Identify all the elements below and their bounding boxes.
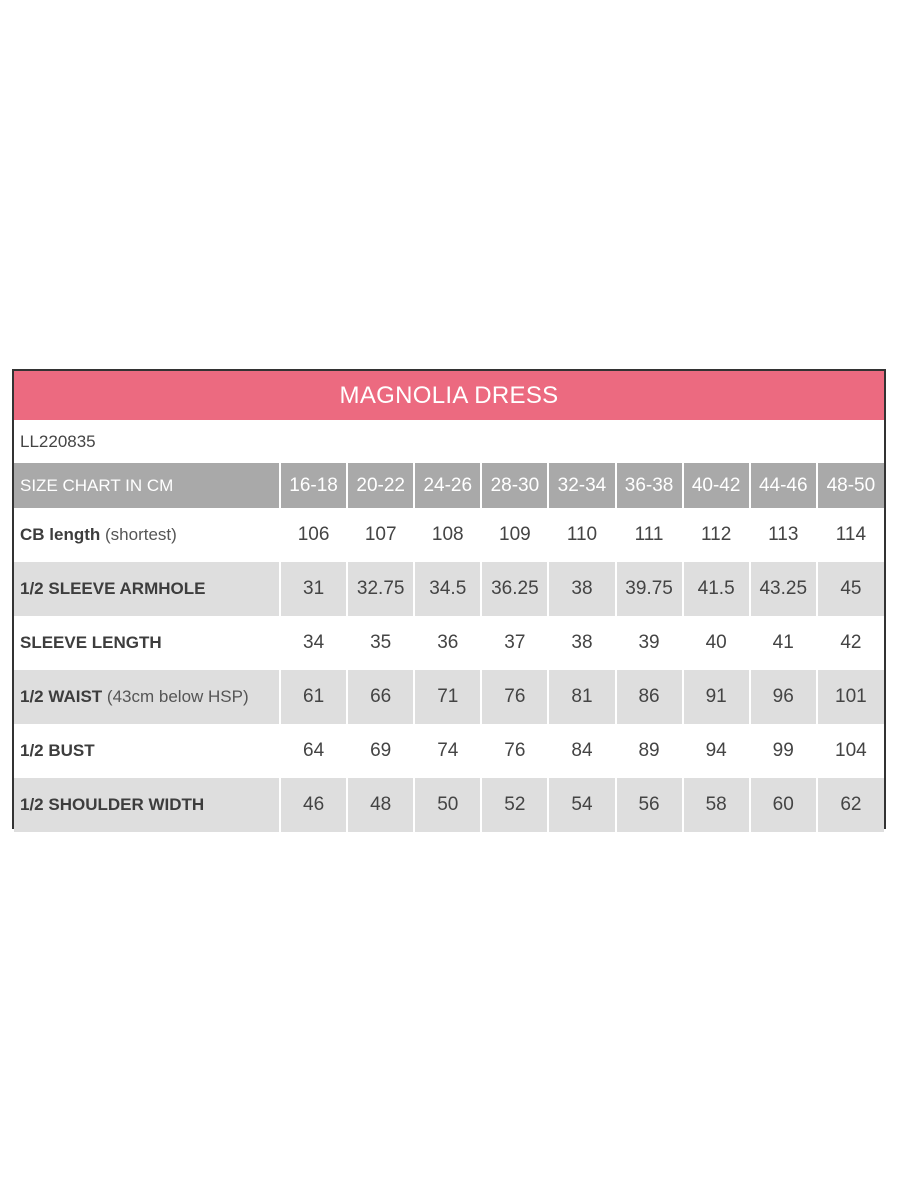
- product-code: LL220835: [20, 431, 96, 451]
- table-cell: 99: [750, 724, 817, 778]
- table-cell: 94: [683, 724, 750, 778]
- table-cell: 40: [683, 616, 750, 670]
- title-bar: [14, 371, 884, 420]
- size-header: 24-26: [414, 463, 481, 508]
- table-cell: 39.75: [616, 562, 683, 616]
- table-cell: 32.75: [347, 562, 414, 616]
- table-cell: 112: [683, 508, 750, 562]
- header-label: SIZE CHART IN CM: [14, 463, 280, 508]
- table-cell: 107: [347, 508, 414, 562]
- table-cell: 96: [750, 670, 817, 724]
- table-cell: 84: [548, 724, 615, 778]
- table-cell: 111: [616, 508, 683, 562]
- row-label: [14, 508, 280, 562]
- table-cell: 76: [481, 670, 548, 724]
- table-cell: 101: [817, 670, 884, 724]
- table-cell: 50: [414, 778, 481, 832]
- table-cell: 69: [347, 724, 414, 778]
- size-header: 32-34: [548, 463, 615, 508]
- table-row: [14, 616, 884, 670]
- row-label-note: (43cm below HSP): [106, 687, 249, 706]
- size-header: 20-22: [347, 463, 414, 508]
- row-label-text: 1/2 WAIST: [20, 687, 103, 706]
- table-cell: 110: [548, 508, 615, 562]
- row-label: [14, 778, 280, 832]
- row-label-text: 1/2 SHOULDER WIDTH: [20, 795, 205, 814]
- table-cell: 62: [817, 778, 884, 832]
- row-label: [14, 670, 280, 724]
- table-cell: 86: [616, 670, 683, 724]
- size-header: 40-42: [683, 463, 750, 508]
- size-header: 48-50: [817, 463, 884, 508]
- table-cell: 113: [750, 508, 817, 562]
- table-cell: 60: [750, 778, 817, 832]
- table-cell: 41.5: [683, 562, 750, 616]
- table-cell: 31: [280, 562, 347, 616]
- table-cell: 76: [481, 724, 548, 778]
- size-chart: [12, 369, 886, 829]
- table-cell: 46: [280, 778, 347, 832]
- table-cell: 34: [280, 616, 347, 670]
- table-cell: 114: [817, 508, 884, 562]
- row-label: [14, 562, 280, 616]
- chart-title: MAGNOLIA DRESS: [339, 381, 559, 409]
- table-row: [14, 508, 884, 562]
- row-label-text: 1/2 BUST: [20, 741, 95, 760]
- table-row: [14, 778, 884, 832]
- row-label-text: 1/2 SLEEVE ARMHOLE: [20, 579, 206, 598]
- table-cell: 38: [548, 562, 615, 616]
- table-cell: 39: [616, 616, 683, 670]
- table-cell: 54: [548, 778, 615, 832]
- table-cell: 58: [683, 778, 750, 832]
- table-cell: 64: [280, 724, 347, 778]
- table-cell: 48: [347, 778, 414, 832]
- table-cell: 37: [481, 616, 548, 670]
- table-cell: 43.25: [750, 562, 817, 616]
- table-cell: 91: [683, 670, 750, 724]
- table-cell: 42: [817, 616, 884, 670]
- table-cell: 61: [280, 670, 347, 724]
- table-cell: 106: [280, 508, 347, 562]
- table-cell: 41: [750, 616, 817, 670]
- table-row: [14, 670, 884, 724]
- size-header: 36-38: [616, 463, 683, 508]
- size-header: 16-18: [280, 463, 347, 508]
- row-label-text: SLEEVE LENGTH: [20, 633, 162, 652]
- table-cell: 89: [616, 724, 683, 778]
- table-cell: 74: [414, 724, 481, 778]
- table-cell: 108: [414, 508, 481, 562]
- table-cell: 34.5: [414, 562, 481, 616]
- table-row: [14, 724, 884, 778]
- row-label: [14, 616, 280, 670]
- size-header: 44-46: [750, 463, 817, 508]
- table-cell: 38: [548, 616, 615, 670]
- table-cell: 109: [481, 508, 548, 562]
- table-cell: 81: [548, 670, 615, 724]
- table-row: [14, 562, 884, 616]
- table-cell: 45: [817, 562, 884, 616]
- table-cell: 104: [817, 724, 884, 778]
- table-header-row: [14, 463, 884, 508]
- table-cell: 52: [481, 778, 548, 832]
- table-cell: 36: [414, 616, 481, 670]
- table-cell: 66: [347, 670, 414, 724]
- row-label: [14, 724, 280, 778]
- row-label-text: CB length: [20, 525, 101, 544]
- table-cell: 56: [616, 778, 683, 832]
- table-cell: 35: [347, 616, 414, 670]
- table-cell: 36.25: [481, 562, 548, 616]
- table-cell: 71: [414, 670, 481, 724]
- size-header: 28-30: [481, 463, 548, 508]
- size-table: [14, 463, 884, 832]
- row-label-note: (shortest): [105, 525, 177, 544]
